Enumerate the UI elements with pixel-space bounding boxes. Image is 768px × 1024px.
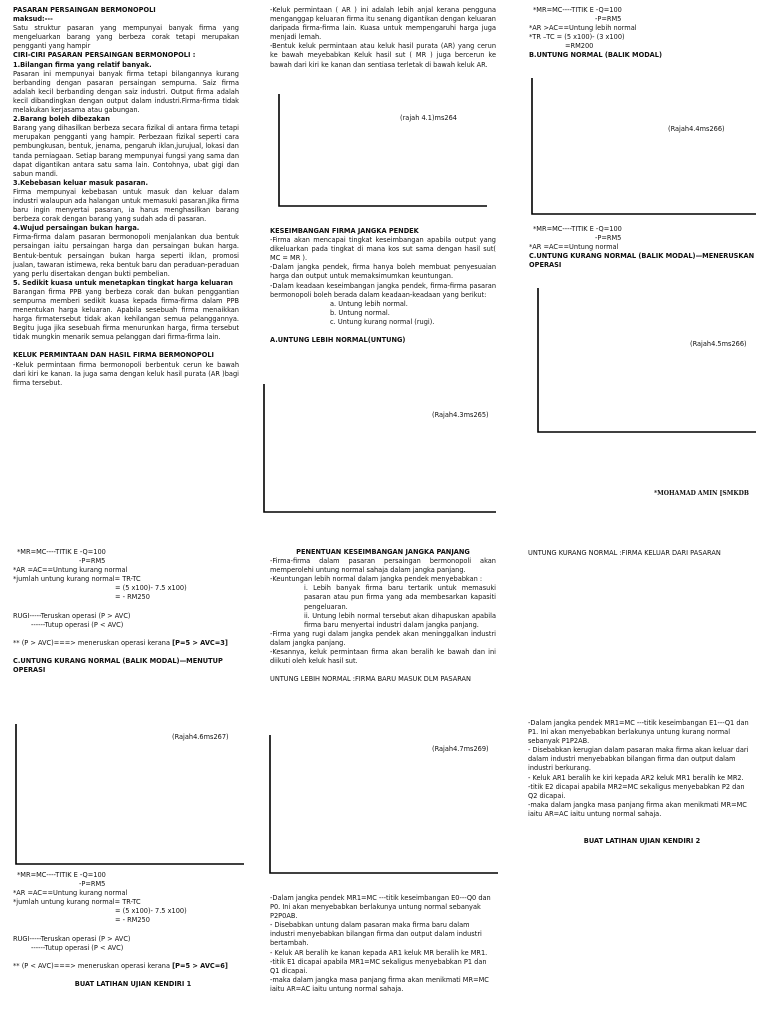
col1-text: [13, 6, 239, 388]
graph-caption: (Rajah4.5ms266): [690, 340, 747, 348]
line: *jumlah untung kurang normal= TR-TC: [13, 575, 141, 584]
col4-top-text: [13, 548, 253, 675]
ciri5-text: Barangan firma PPB yang berbeza corak dan bukan penggantian sempurna memberi sedikit kuasa kepada firma-firma dalam PPB menentukan harga keluaran. Apabila sesebuah firma menaikkan harga firmatersebut tidak akan kehilangan semua pelanggannya. Begitu juga jika sesebuah firma menurunkan harga, firma tersebut tidak mungkin menarik semua pelanggan dari firma-firma lain.: [13, 287, 239, 342]
line: -P=RM5: [595, 234, 622, 243]
line: ------Tutup operasi (P < AVC): [31, 620, 124, 629]
paragraph: -Kesannya, keluk permintaan firma akan beralih ke bawah dan ini diikuti oleh keluk hasil sut.: [270, 648, 496, 666]
line: = - RM250: [115, 916, 150, 925]
col2-mid-text: [270, 227, 496, 345]
graph-caption: (Rajah4.6ms267): [172, 733, 229, 741]
paragraph: -Bentuk keluk permintaan atau keluk hasil purata (AR) yang cerun ke bawah meyebabkan Keluk hasil sut ( MR ) juga bercerun ke bawah dari kiri ke kanan dan sentiasa terletak di bawah keluk AR.: [270, 42, 496, 69]
graph-caption: (Rajah4.3ms265): [432, 411, 489, 419]
paragraph: -maka dalam jangka masa panjang firma akan menikmati MR=MC iaitu AR=AC iaitu untung normal sahaja.: [528, 800, 747, 818]
col6-heading: UNTUNG KURANG NORMAL :FIRMA KELUAR DARI PASARAN: [528, 549, 721, 557]
paragraph: -Firma yang rugi dalam jangka pendek akan meninggalkan industri dalam jangka panjang.: [270, 629, 496, 647]
paragraph: -titik E2 dicapai apabila MR2=MC sekaligus menyebabkan P2 dan Q2 dicapai.: [528, 782, 745, 800]
graph-caption: (Rajah4.7ms269): [432, 745, 489, 753]
col5-top-text: [270, 548, 496, 684]
col3-mid-text: [529, 225, 759, 270]
line: *MR=MC----TITIK E -Q=100: [17, 548, 106, 556]
graph-axes: [12, 722, 248, 868]
list-item: ii. Untung lebih normal tersebut akan dihapuskan apabila firma baru menyertai industri dalam jangka panjang.: [304, 611, 496, 629]
paragraph: - Disebabkan untung dalam pasaran maka firma baru dalam industri menyebabkan bilangan firma dan output dalam industri bertambah.: [270, 921, 482, 948]
ciri3-text: Firma mempunyai kebebasan untuk masuk dan keluar dalam industri walaupun ada halangan untuk memasuki pasaran.Jika firma baru ingin menyertai pasaran, ia harus menghasilkan barang berbeza corak dengan barang yang sudah ada di pasaran.: [13, 187, 239, 224]
note: [13, 962, 253, 971]
list-item: i. Lebih banyak firma baru tertarik untuk memasuki pasaran atau pun firma yang ada membesarkan kapasiti pengeluaran.: [304, 584, 496, 611]
ciri2-text: Barang yang dihasilkan berbeza secara fizikal di antara firma tetapi merupakan pengganti yang hampir. Perbezaan fizikal seperti cara pembungkusan, bentuk, jenama, pengaruh iklan,jurujual, lokasi dan tanda perniagaan. Setiap barang mempunyai fungsi yang sama dan dapat digantikan antara satu sama lain. Contohnya, ubat gigi dan sabun mandi.: [13, 124, 239, 178]
note-bold: [P=5 > AVC=6]: [172, 961, 228, 970]
kjpanjang-heading: PENENTUAN KESEIMBANGAN JANGKA PANJANG: [296, 548, 470, 556]
paragraph: -Dalam keadaan keseimbangan jangka pendek, firma-firma pasaran bermonopoli boleh berada dalam keadaan-keadaan yang berikut:: [270, 281, 496, 299]
list-item: c. Untung kurang normal (rugi).: [330, 317, 435, 326]
paragraph: -titik E1 dicapai apabila MR1=MC sekaligus menyebabkan P1 dan Q1 dicapai.: [270, 957, 487, 975]
ciri4-heading: 4.Wujud persaingan bukan harga.: [13, 224, 140, 233]
line: *AR =AC==Untung kurang normal: [13, 566, 128, 575]
line: *MR=MC----TITIK E -Q=100: [17, 871, 106, 879]
b-heading: B.UNTUNG NORMAL (BALIK MODAL): [529, 51, 663, 60]
kjp-heading: KESEIMBANGAN FIRMA JANGKA PENDEK: [270, 227, 419, 235]
line: *AR =AC==Untung normal: [529, 243, 619, 252]
maksud-label: maksud:---: [13, 15, 53, 24]
paragraph: -Keuntungan lebih normal dalam jangka pendek menyebabkan :: [270, 575, 483, 584]
c-heading: C.UNTUNG KURANG NORMAL (BALIK MODAL)—MENERUSKAN OPERASI: [529, 252, 755, 270]
paragraph: -Dalam jangka pendek MR1=MC ---titik keseimbangan E0---Q0 dan P0. Ini akan menyebabkan berlakunya untung normal sebanyak P2P0AB.: [270, 894, 491, 921]
paragraph: - Keluk AR beralih ke kanan kepada AR1 keluk MR beralih ke MR1.: [270, 948, 488, 957]
graph-axes: [266, 733, 502, 877]
line: *TR –TC = (5 x100)- (3 x100): [529, 33, 625, 42]
graph-axes: [275, 92, 495, 212]
line: = (5 x100)- 7.5 x100): [115, 907, 187, 916]
c-heading: C.UNTUNG KURANG NORMAL (BALIK MODAL)—MENUTUP OPERASI: [13, 656, 223, 674]
line: =RM200: [565, 42, 594, 51]
footer-exercise-2: BUAT LATIHAN UJIAN KENDIRI 2: [583, 837, 701, 846]
line: *MR=MC----TITIK E -Q=100: [533, 6, 622, 14]
note-bold: [P=5 > AVC=3]: [172, 638, 228, 647]
line: -P=RM5: [79, 557, 106, 566]
line: *jumlah untung kurang normal= TR-TC: [13, 898, 141, 907]
graph-axes: [534, 286, 760, 436]
line: -P=RM5: [79, 880, 106, 889]
paragraph: -Firma akan mencapai tingkat keseimbangan apabila output yang dikeluarkan pada tingkat di mana kos sut sama dengan hasil sut( MC = MR ).: [270, 236, 496, 263]
subheading: UNTUNG LEBIH NORMAL :FIRMA BARU MASUK DLM PASARAN: [270, 675, 471, 684]
col2-top-text: [270, 6, 496, 70]
paragraph: - Disebabkan kerugian dalam pasaran maka firma akan keluar dari dalam industri menyebabkan bilangan firma dan output dalam industri berkurang.: [528, 746, 749, 773]
line: ------Tutup operasi (P < AVC): [31, 943, 124, 952]
col5-bottom-text: [270, 894, 496, 994]
graph-axes: [260, 382, 500, 516]
a-heading: A.UNTUNG LEBIH NORMAL(UNTUNG): [270, 336, 406, 345]
paragraph: - Keluk AR1 beralih ke kiri kepada AR2 keluk MR1 beralih ke MR2.: [528, 773, 744, 782]
footer-exercise-1: BUAT LATIHAN UJIAN KENDIRI 1: [74, 979, 192, 988]
graph-caption: (rajah 4.1)ms264: [400, 114, 457, 122]
maksud-text: Satu struktur pasaran yang mempunyai banyak firma yang mengeluarkan barang yang berbeza corak tetapi merupakan pengganti yang hampir: [13, 24, 239, 51]
line: *AR >AC==Untung lebih normal: [529, 24, 637, 33]
note-text: ** (P < AVC)===> meneruskan operasi kerana: [13, 961, 173, 970]
col4-bottom-text: [13, 871, 253, 989]
ciri3-heading: 3.Kebebasan keluar masuk pasaran.: [13, 178, 148, 187]
line: RUGI-----Teruskan operasi (P > AVC): [13, 611, 131, 620]
author-credit: *MOHAMAD AMIN [SMKDB: [654, 490, 749, 497]
paragraph: -maka dalam jangka masa panjang firma akan menikmati MR=MC iaitu AR=AC iaitu untung normal sahaja.: [270, 975, 489, 993]
graph-axes: [528, 76, 760, 218]
paragraph: -Dalam jangka pendek, firma hanya boleh membuat penyesuaian harga dan output untuk memaksimumkan keuntungan.: [270, 263, 496, 281]
ciri2-heading: 2.Barang boleh dibezakan: [13, 115, 110, 124]
line: RUGI-----Teruskan operasi (P > AVC): [13, 934, 131, 943]
list-item: b. Untung normal.: [330, 308, 390, 317]
line: *MR=MC----TITIK E -Q=100: [533, 225, 622, 233]
paragraph: -Firma-firma dalam pasaran persaingan bermonopoli akan memperolehi untung normal sahaja dalam jangka panjang.: [270, 557, 496, 575]
line: -P=RM5: [595, 15, 622, 24]
col3-top-text: [529, 6, 759, 61]
ciri1-heading: 1.Bilangan firma yang relatif banyak.: [13, 60, 152, 69]
col6-text: [528, 719, 756, 846]
paragraph: -Keluk permintaan ( AR ) ini adalah lebih anjal kerana pengguna menganggap keluaran firma itu senang digantikan dengan keluaran daripada firma-firma lain. Kuasa untuk mempengaruhi harga juga menjadi lemah.: [270, 6, 496, 42]
ciri-heading: CIRI-CIRI PASARAN PERSAINGAN BERMONOPOLI :: [13, 51, 196, 60]
line: = - RM250: [115, 593, 150, 602]
note-text: ** (P > AVC)===> meneruskan operasi kerana: [13, 638, 173, 647]
ciri4-text: Firma-firma dalam pasaran bermonopoli menjalankan dua bentuk persaingan iaitu persaingan harga dan persaingan bukan harga. Bentuk-bentuk persaingan bukan harga seperti iklan, promosi jualan, tawaran istimewa, reka bentuk baru dan peraduan-peraduan yang perlu disertakan dengan bukti pembelian.: [13, 233, 239, 278]
note: [13, 639, 253, 648]
line: = (5 x100)- 7.5 x100): [115, 584, 187, 593]
line: *AR =AC==Untung kurang normal: [13, 889, 128, 898]
graph-caption: (Rajah4.4ms266): [668, 125, 725, 133]
section-title: PASARAN PERSAINGAN BERMONOPOLI: [13, 6, 156, 14]
paragraph: -Dalam jangka pendek MR1=MC ---titik keseimbangan E1---Q1 dan P1. Ini akan menyebabkan berlakunya untung kurang normal sebanyak P1P2AB.: [528, 719, 749, 746]
keluk-text: -Keluk permintaan firma bermonopoli berbentuk cerun ke bawah dari kiri ke kanan. Ia juga sama dengan keluk hasil purata (AR )bagi firma tersebut.: [13, 360, 239, 387]
ciri5-heading: 5. Sedikit kuasa untuk menetapkan tingkat harga keluaran: [13, 278, 233, 287]
ciri1-text: Pasaran ini mempunyai banyak firma tetapi bilangannya kurang berbanding dengan pasaran persaingan sempurna. Saiz firma adalah kecil berbanding dengan saiz industri. Output firma adalah kecil dibandingkan dengan output dalam industri.Firma-firma tidak melakukan kerjasama atau gabungan.: [13, 69, 239, 115]
keluk-heading: KELUK PERMINTAAN DAN HASIL FIRMA BERMONOPOLI: [13, 351, 214, 360]
list-item: a. Untung lebih normal.: [330, 299, 408, 308]
